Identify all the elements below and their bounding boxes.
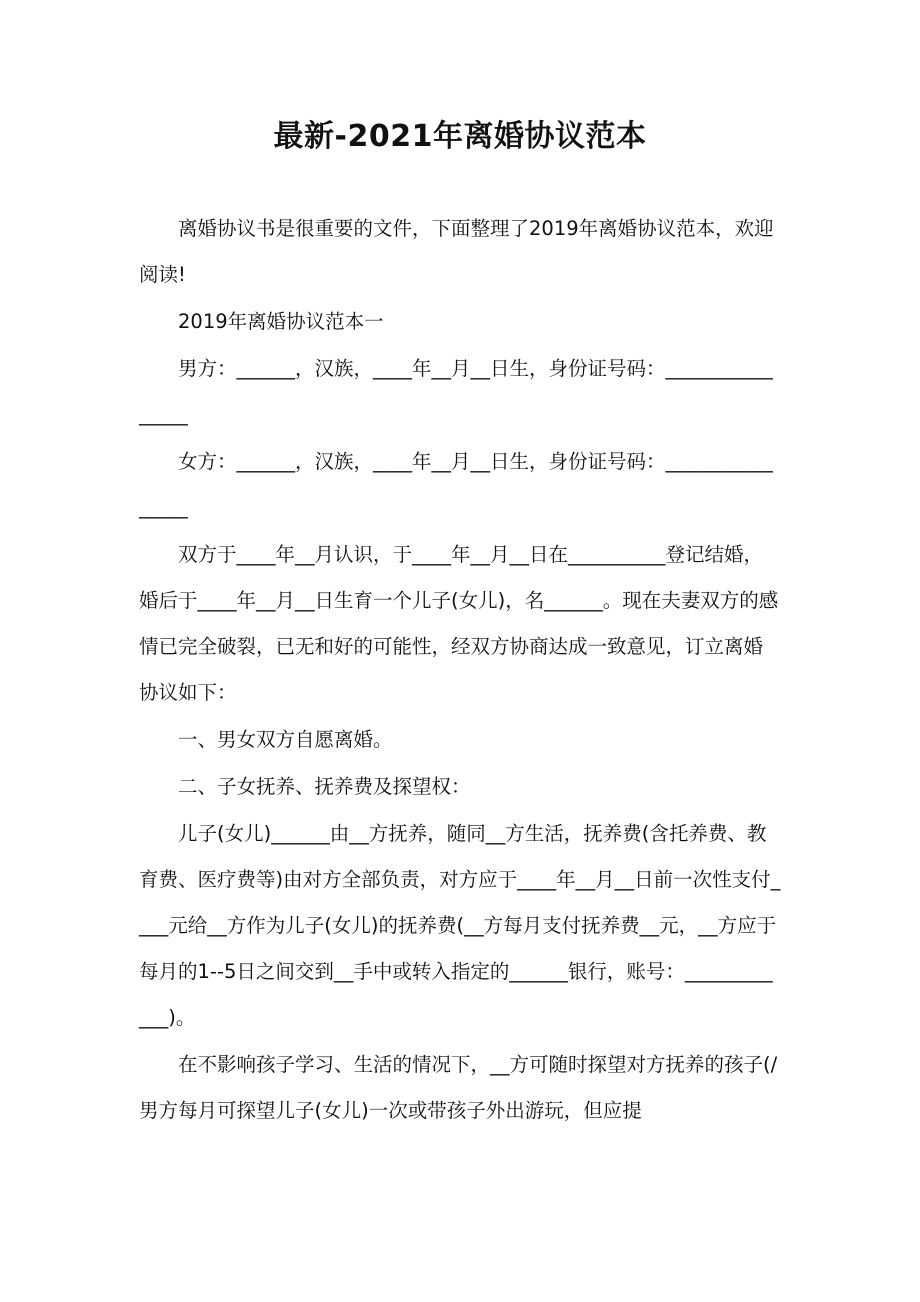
section-heading: 2019年离婚协议范本一 — [178, 310, 384, 333]
custody-paragraph: 儿子(女儿)______由__方抚养，随同__方生活，抚养费(含托养费、教育费、医疗费等)由对方全部负责，对方应于____年__月__日前一次性支付____元给__方作为儿子(女儿)的抚养费(__方每月支付抚养费__元，__方应于每月的1--5日之间交到__手中或转入指定的______银行，账号：____________)。 — [139, 822, 781, 1029]
marriage-paragraph: 双方于____年__月认识，于____年__月__日在__________登记结婚，婚后于____年__月__日生育一个儿子(女儿)，名______。现在夫妻双方的感情已完全破裂，已无和好的可能性，经双方协商达成一致意见，订立离婚协议如下： — [139, 543, 779, 704]
intro-paragraph: 离婚协议书是很重要的文件，下面整理了2019年离婚协议范本，欢迎阅读! — [139, 217, 774, 286]
clause-one: 一、男女双方自愿离婚。 — [178, 728, 393, 751]
wife-info: 女方：______，汉族，____年__月__日生，身份证号码：________________ — [139, 450, 773, 519]
husband-info: 男方：______，汉族，____年__月__日生，身份证号码：________________ — [139, 357, 773, 426]
visitation-paragraph: 在不影响孩子学习、生活的情况下，__方可随时探望对方抚养的孩子(/男方每月可探望儿子(女儿)一次或带孩子外出游玩，但应提 — [139, 1053, 778, 1122]
document-title: 最新-2021年离婚协议范本 — [273, 119, 647, 154]
document-body — [139, 206, 781, 1134]
clause-two-heading: 二、子女抚养、抚养费及探望权： — [178, 775, 471, 798]
